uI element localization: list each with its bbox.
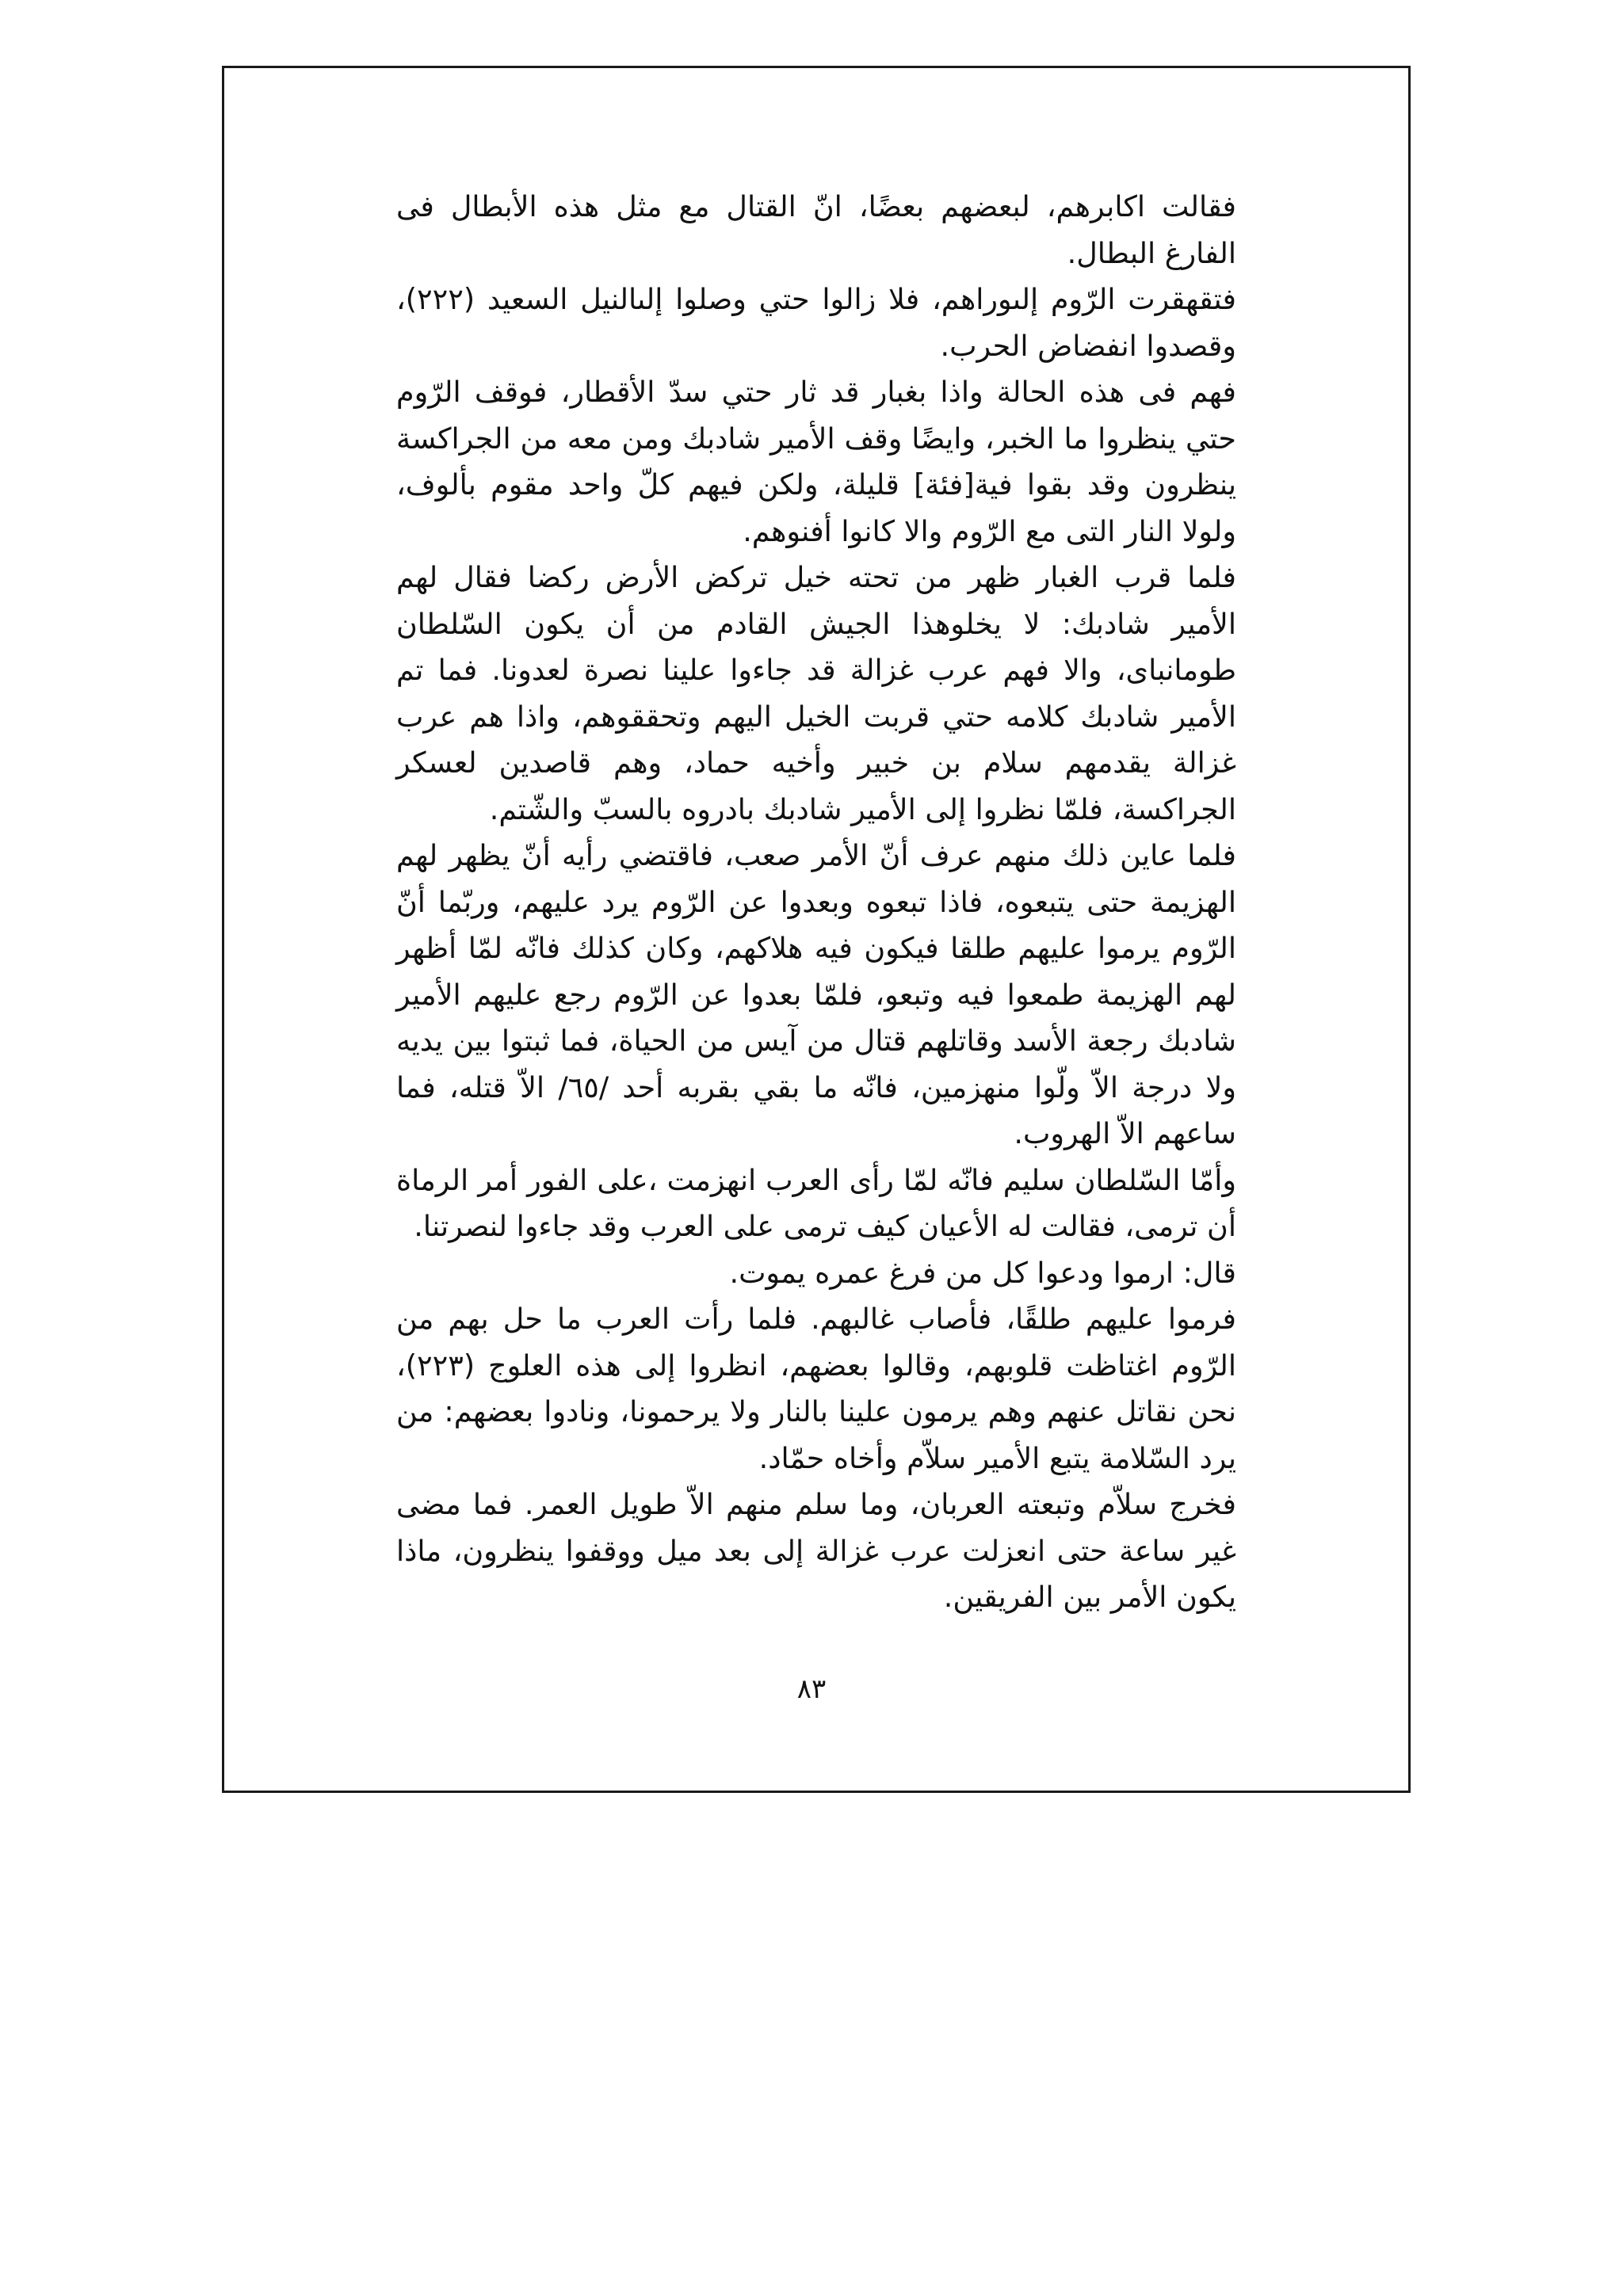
paragraph-5: فلما عاين ذلك منهم عرف أنّ الأمر صعب، فاقتضي رأيه أنّ يظهر لهم الهزيمة حتى يتبعوه، فاذا تبعوه وبعدوا عن الرّوم يرد عليهم، وربّما أنّ الرّوم يرموا عليهم طلقا فيكون فيه هلاكهم، وكان كذلك فانّه لمّا أظهر لهم الهزيمة طمعوا فيه وتبعو، فلمّا بعدوا عن الرّوم رجع عليهم الأمير شادبك رجعة الأسد وقاتلهم قتال من آيس من الحياة، فما ثبتوا بين يديه ولا درجة الاّ ولّوا منهزمين، فانّه ما بقي بقربه أحد /٦٥/ الاّ قتله، فما ساعهم الاّ الهروب. xyxy=(396,838,1236,1150)
page-number: ٨٣ xyxy=(796,1673,827,1705)
body-text xyxy=(396,184,1236,1621)
paragraph-4: فلما قرب الغبار ظهر من تحته خيل تركض الأرض ركضا فقال لهم الأمير شادبك: لا يخلوهذا الجيش القادم من أن يكون السّلطان طومانباى، والا فهم عرب غزالة قد جاءوا علينا نصرة لعدونا. فما تم الأمير شادبك كلامه حتي قربت الخيل اليهم وتحققوهم، واذا هم عرب غزالة يقدمهم سلام بن خبير وأخيه حماد، وهم قاصدين لعسكر الجراكسة، فلمّا نظروا إلى الأمير شادبك بادروه بالسبّ والشّتم. xyxy=(396,560,1236,826)
paragraph-3: فهم فى هذه الحالة واذا بغبار قد ثار حتي سدّ الأقطار، فوقف الرّوم حتي ينظروا ما الخبر، وايضًا وقف الأمير شادبك ومن معه من الجراكسة ينظرون وقد بقوا فية[فئة] قليلة، ولكن فيهم كلّ واحد مقوم بألوف، ولولا النار التى مع الرّوم والا كانوا أفنوهم. xyxy=(396,375,1236,548)
paragraph-2: فتقهقرت الرّوم إلىوراهم، فلا زالوا حتي وصلوا إلىالنيل السعيد (٢٢٢)، وقصدوا انفضاض الحرب. xyxy=(396,282,1236,363)
paragraph-1: فقالت اكابرهم، لبعضهم بعضًا، انّ القتال مع مثل هذه الأبطال فى الفارغ البطال. xyxy=(396,189,1236,270)
paragraph-6: وأمّا السّلطان سليم فانّه لمّا رأى العرب انهزمت ،على الفور أمر الرماة أن ترمى، فقالت له الأعيان كيف ترمى على العرب وقد جاءوا لنصرتنا. xyxy=(396,1162,1236,1243)
paragraph-9: فخرج سلاّم وتبعته العربان، وما سلم منهم الاّ طويل العمر. فما مضى غير ساعة حتى انعزلت عرب غزالة إلى بعد ميل ووقفوا ينظرون، ماذا يكون الأمر بين الفريقين. xyxy=(396,1487,1236,1614)
paragraph-8: فرموا عليهم طلقًا، فأصاب غالبهم. فلما رأت العرب ما حل بهم من الرّوم اغتاظت قلوبهم، وقالوا بعضهم، انظروا إلى هذه العلوج (٢٢٣)، نحن نقاتل عنهم وهم يرمون علينا بالنار ولا يرحمونا، ونادوا بعضهم: من يرد السّلامة يتبع الأمير سلاّم وأخاه حمّاد. xyxy=(396,1302,1236,1475)
paragraph-7: قال: ارموا ودعوا كل من فرغ عمره يموت. xyxy=(729,1255,1236,1290)
